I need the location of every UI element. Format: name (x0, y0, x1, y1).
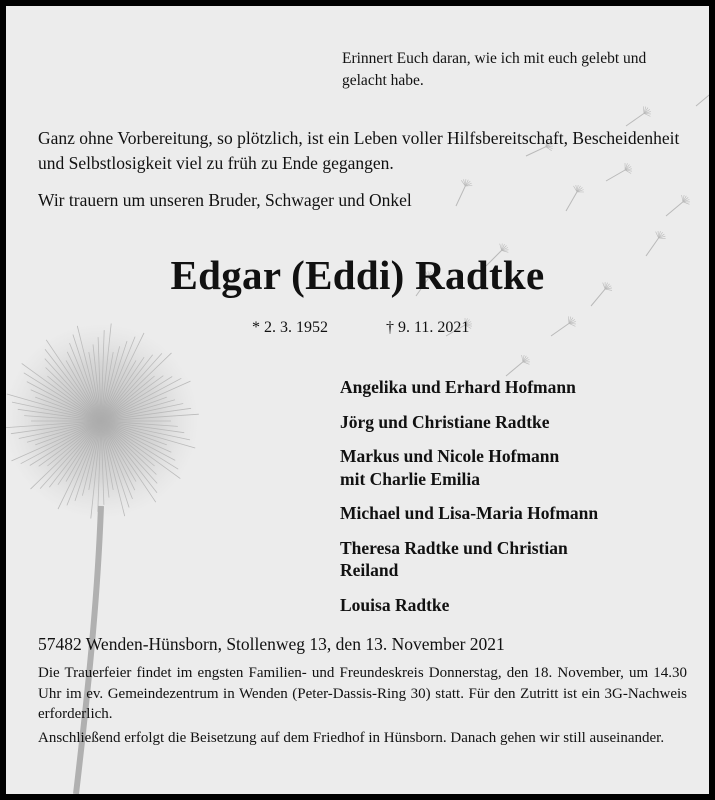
family-entry-line: Reiland (340, 560, 399, 580)
quote: Erinnert Euch daran, wie ich mit euch gelebt und gelacht habe. (342, 50, 647, 89)
family-entry (340, 411, 700, 434)
deceased-name: Edgar (Eddi) Radtke (170, 252, 545, 298)
family-entry-line: Jörg und Christiane Radtke (340, 411, 550, 432)
family-entry-line: Louisa Radtke (340, 594, 450, 615)
birth-date: * 2. 3. 1952 (252, 319, 328, 336)
family-entry (340, 537, 700, 582)
funeral-info: Die Trauerfeier findet im engsten Familien- und Freundeskreis Donnerstag, den 18. November, um 14.30 Uhr im ev. Gemeindezentrum in Wenden (Peter-Dassis-Ring 30) statt. Für den Zutritt ist ein 3G-Nachweis erforderlich. (38, 665, 687, 722)
family-entry-line: Markus und Nicole Hofmann (340, 446, 560, 466)
burial-info: Anschließend erfolgt die Beisetzung auf dem Friedhof in Hünsborn. Danach gehen wir still auseinander. (38, 730, 665, 746)
family-entry (340, 502, 700, 525)
family-entry (340, 445, 700, 490)
family-entry-line: Theresa Radtke und Christian (340, 537, 568, 558)
family-entry-line: mit Charlie Emilia (340, 468, 480, 489)
intro-text: Ganz ohne Vorbereitung, so plötzlich, ist ein Leben voller Hilfsbereitschaft, Bescheidenheit und Selbstlosigkeit viel zu früh zu Ende gegangen. (38, 128, 680, 173)
death-date: † 9. 11. 2021 (386, 319, 470, 336)
place-date: 57482 Wenden-Hünsborn, Stollenweg 13, den 13. November 2021 (38, 634, 505, 654)
mourning-line: Wir trauern um unseren Bruder, Schwager und Onkel (38, 190, 412, 210)
family-entry (340, 376, 700, 399)
family-list (340, 376, 700, 628)
family-entry (340, 594, 700, 617)
family-entry-line: Angelika und Erhard Hofmann (340, 377, 576, 397)
family-entry-line: Michael und Lisa-Maria Hofmann (340, 503, 599, 523)
